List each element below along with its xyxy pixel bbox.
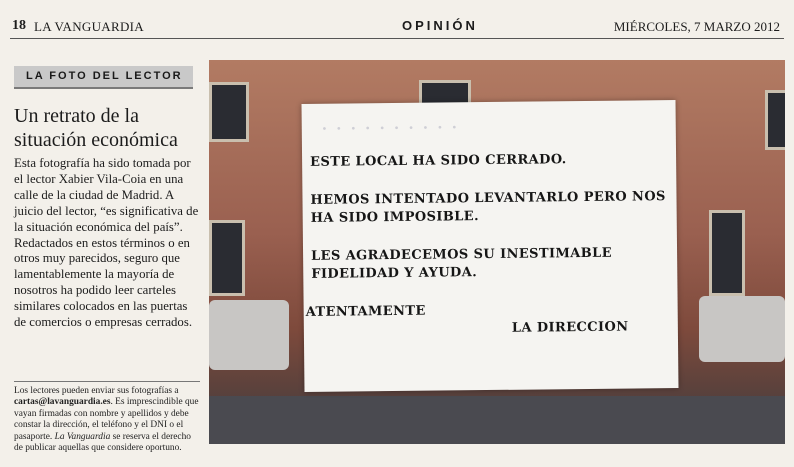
building-window (709, 210, 745, 296)
footnote-email: cartas@lavanguardia.es (14, 397, 111, 408)
footnote-paper-name: La Vanguardia (54, 431, 111, 442)
footnote-intro: Los lectores pueden enviar sus fotografías a (14, 386, 179, 396)
masthead (10, 18, 784, 39)
footnote-end: se reserva el derecho de publicar aquellas que considere oportuno. (14, 431, 191, 454)
kicker-box (14, 66, 193, 89)
kicker: LA FOTO DEL LECTOR (26, 70, 183, 82)
sign-line-1: ESTE LOCAL HA SIDO CERRADO. (310, 152, 567, 170)
building-window (209, 82, 249, 142)
building-window (765, 90, 785, 150)
closure-notice (302, 100, 679, 392)
sign-line-2: HEMOS INTENTADO LEVANTARLO PERO NOS (310, 189, 666, 208)
sign-line-5: FIDELIDAD Y AYUDA. (311, 265, 478, 282)
sign-closing: ATENTAMENTE (305, 303, 426, 320)
issue-date: MIÉRCOLES, 7 MARZO 2012 (613, 19, 780, 34)
sign-line-3: HA SIDO IMPOSIBLE. (310, 209, 480, 226)
sign-line-4: LES AGRADECEMOS SU INESTIMABLE (311, 245, 613, 264)
parked-car (209, 300, 289, 370)
parked-car (699, 296, 785, 362)
section-name: OPINIÓN (402, 18, 478, 33)
footnote-divider (14, 381, 200, 382)
footnote-rest: . Es imprescindible que vayan firmadas con nombre y apellidos y debe constar la dirección, el teléfono y el DNI o el pasaporte. (14, 397, 199, 442)
article-body: Esta fotografía ha sido tomada por el lector Xabier Vila-Coia en una calle de la ciudad de Madrid. A juicio del lector, “es significativa de la situación económica del país”. Redactados en estos términos o en otros muy parecidos, seguro que lamentablemente la mayoría de nosotros ha podido leer carteles similares colocados en las puertas de comercios o empresas cerrados. (14, 156, 199, 330)
footnote (14, 386, 200, 454)
reader-photo (209, 60, 785, 444)
sign-background-text: · · · · · · · · · · (321, 118, 460, 138)
headline: Un retrato de la situación económica (14, 105, 178, 151)
sign-signature: LA DIRECCION (511, 319, 629, 336)
newspaper-name: LA VANGUARDIA (34, 19, 144, 34)
building-window (209, 220, 245, 296)
street-reflection (209, 396, 785, 444)
page-number: 18 (12, 18, 26, 33)
